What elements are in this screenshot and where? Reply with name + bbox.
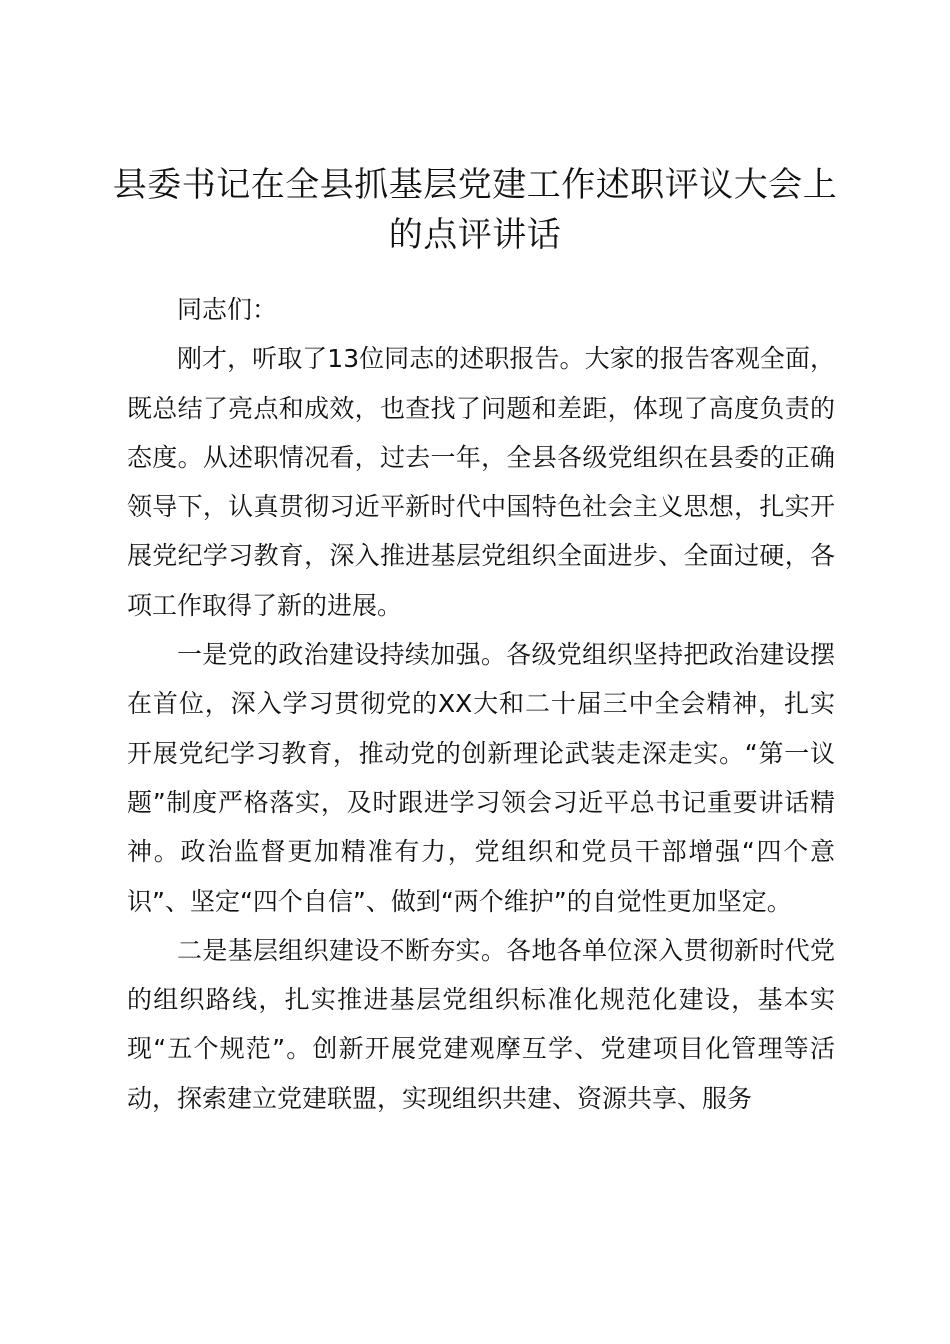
document-title: 县委书记在全县抓基层党建工作述职评议大会上的点评讲话 — [112, 165, 838, 255]
paragraph-grassroots-building: 二是基层组织建设不断夯实。各地各单位深入贯彻新时代党的组织路线，扎实推进基层党组织标准化规范化建设，基本实现“五个规范”。创新开展党建观摩互学、党建项目化管理等活动，探索建立党建联盟，实现组织共建、资源共享、服务 — [127, 935, 835, 1113]
paragraph-political-building: 一是党的政治建设持续加强。各级党组织坚持把政治建设摆在首位，深入学习贯彻党的XX大和二十届三中全会精神，扎实开展党纪学习教育，推动党的创新理论武装走深走实。“第一议题”制度严格落实，及时跟进学习领会习近平总书记重要讲话精神。政治监督更加精准有力，党组织和党员干部增强“四个意识”、坚定“四个自信”、做到“两个维护”的自觉性更加坚定。 — [127, 640, 835, 916]
document-body — [127, 285, 835, 1123]
paragraph-intro: 刚才，听取了13位同志的述职报告。大家的报告客观全面，既总结了亮点和成效，也查找了问题和差距，体现了高度负责的态度。从述职情况看，过去一年，全县各级党组织在县委的正确领导下，认真贯彻习近平新时代中国特色社会主义思想，扎实开展党纪学习教育，深入推进基层党组织全面进步、全面过硬，各项工作取得了新的进展。 — [127, 344, 835, 620]
salutation: 同志们： — [177, 295, 278, 324]
